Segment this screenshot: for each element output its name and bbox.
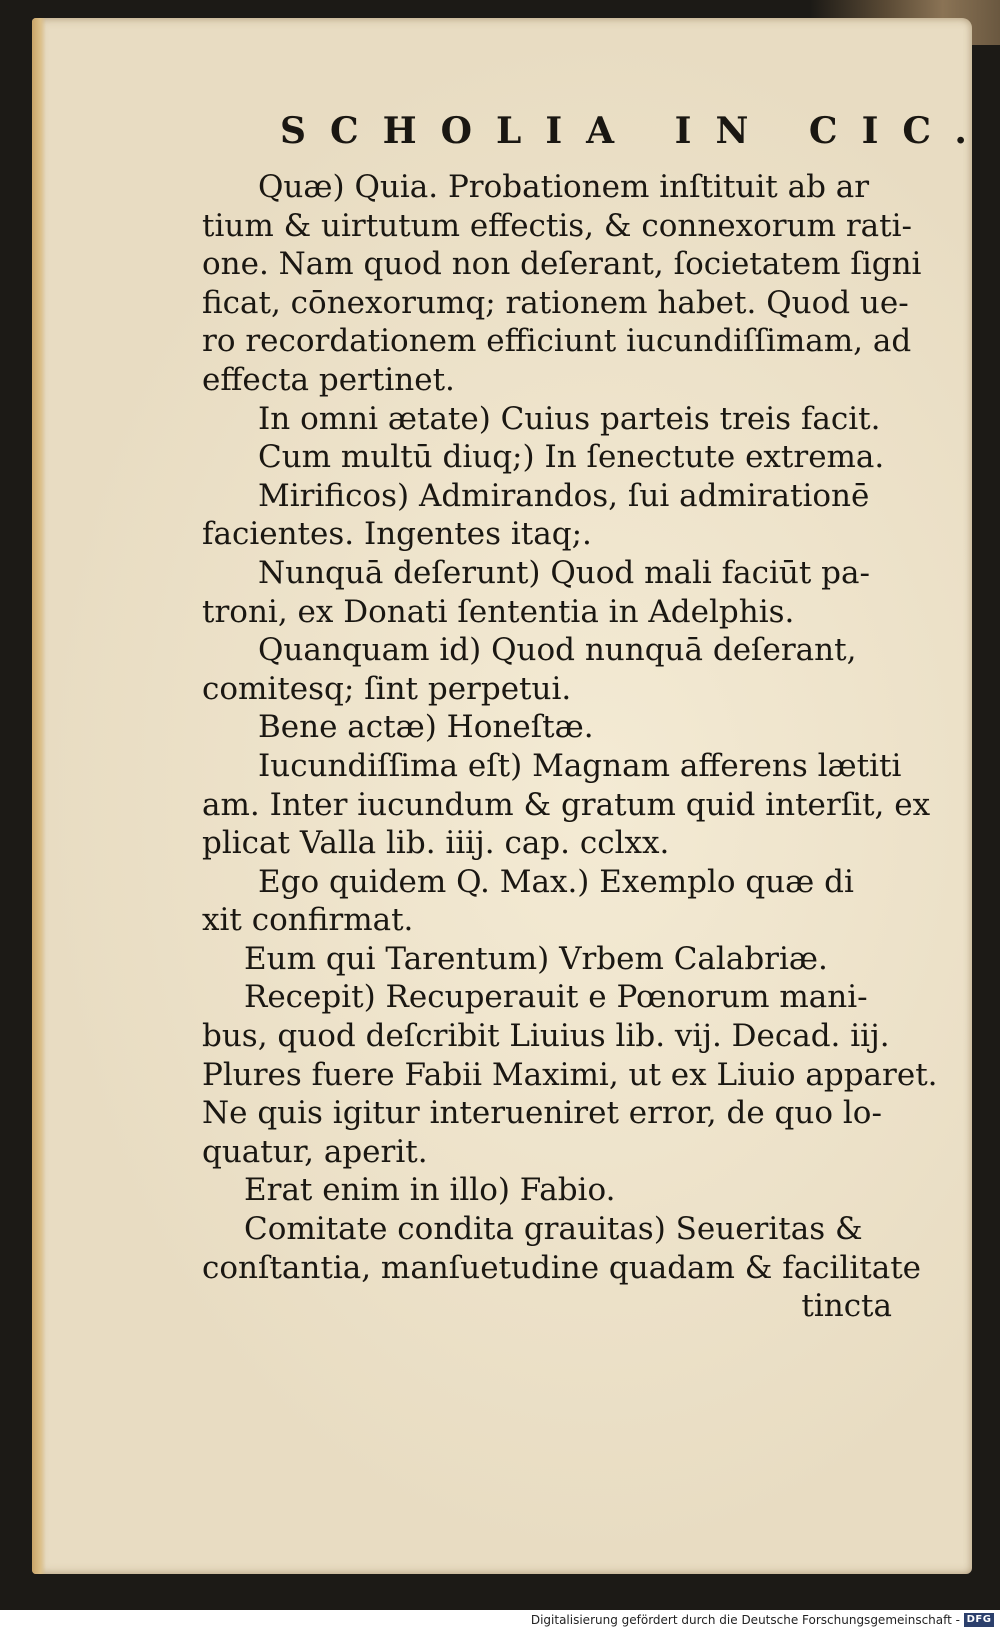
text-line: Iucundiſſima eſt) Magnam afferens lætiti [258, 747, 902, 784]
text-line: plicat Valla lib. iiij. cap. cclxx. [202, 825, 670, 862]
running-head: SCHOLIA IN CIC. [280, 110, 991, 152]
text-line: ficat, cōnexorumq; rationem habet. Quod ue- [202, 284, 909, 321]
text-line: Cum multū diuq;) In ſenectute extrema. [258, 439, 885, 476]
text-line: Ego quidem Q. Max.) Exemplo quæ di [258, 863, 854, 900]
page-text [202, 168, 938, 1326]
text-line: Eum qui Tarentum) Vrbem Calabriæ. [244, 940, 828, 977]
page-gutter [32, 18, 46, 1574]
text-line: ro recordationem efficiunt iucundiſſimam, ad [202, 323, 912, 360]
text-line: Mirificos) Admirandos, ſui admirationē [258, 477, 870, 514]
text-line: Recepit) Recuperauit e Pœnorum mani- [244, 979, 868, 1016]
text-line: Quanquam id) Quod nunquā deſerant, [258, 632, 857, 669]
text-line: facientes. Ingentes itaq;. [202, 516, 592, 553]
text-line: one. Nam quod non deſerant, ſocietatem ſigni [202, 246, 922, 283]
dfg-logo: DFG [964, 1613, 994, 1627]
digitization-credit: Digitalisierung gefördert durch die Deutsche Forschungsgemeinschaft - [530, 1613, 960, 1627]
text-line: Nunquā deſerunt) Quod mali faciūt pa- [258, 554, 870, 591]
text-line: Comitate condita grauitas) Seueritas & [244, 1211, 863, 1248]
text-line: Bene actæ) Honeſtæ. [258, 709, 594, 746]
text-line: Plures fuere Fabii Maximi, ut ex Liuio apparet. [202, 1056, 938, 1093]
text-line: Quæ) Quia. Probationem inſtituit ab ar [258, 169, 870, 205]
footer-banner [0, 1610, 1000, 1629]
text-line: In omni ætate) Cuius parteis treis facit. [258, 400, 881, 437]
text-line: tium & uirtutum effectis, & connexorum rati- [202, 207, 912, 244]
text-line: conſtantia, manſuetudine quadam & facilitate [202, 1249, 922, 1286]
text-line: Ne quis igitur interueniret error, de quo lo- [202, 1095, 882, 1132]
catchword: tincta [801, 1288, 892, 1325]
text-line: Erat enim in illo) Fabio. [244, 1172, 616, 1209]
text-line: xit confirmat. [202, 902, 414, 939]
text-line: effecta pertinet. [202, 361, 455, 398]
text-line: comitesq; ſint perpetui. [202, 670, 572, 707]
text-line: troni, ex Donati ſententia in Adelphis. [202, 593, 795, 630]
text-line: am. Inter iucundum & gratum quid interſit, ex [202, 786, 931, 823]
text-line: bus, quod deſcribit Liuius lib. vij. Decad. iij. [202, 1018, 890, 1055]
text-line: quatur, aperit. [202, 1133, 428, 1170]
